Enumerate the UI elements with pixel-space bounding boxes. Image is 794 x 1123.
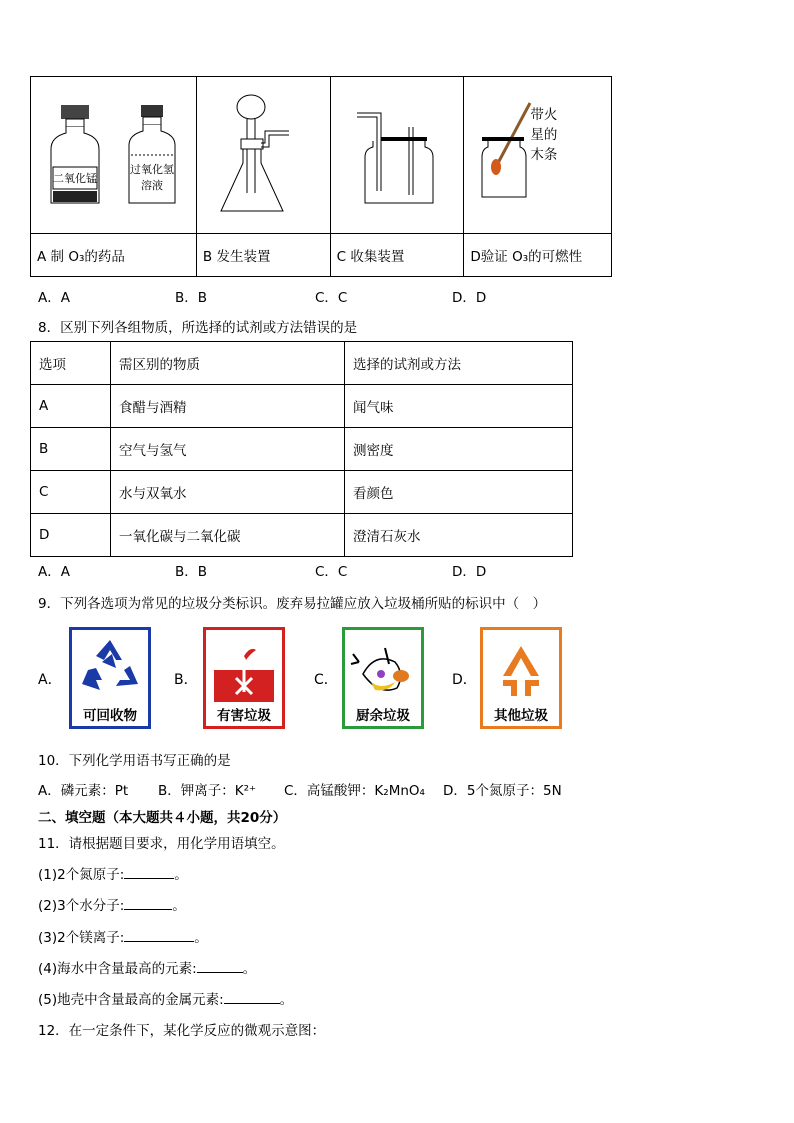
section2-heading: 二、填空题（本大题共４小题，共20分）	[38, 810, 287, 826]
q10-option-b[interactable]: B．钾离子：K²⁺	[158, 783, 257, 799]
q11-item-5-end: 。	[279, 992, 294, 1008]
splint-label: 带火 星的 木条	[530, 107, 558, 163]
table-row	[31, 514, 573, 557]
q8-row-a-method: 闻气味	[345, 385, 573, 428]
q11-item-2-text: (2)3个水分子:	[38, 898, 125, 914]
q11-item-4	[38, 957, 256, 977]
other-waste-icon	[483, 636, 559, 706]
q7-caption-c: C 收集装置	[330, 234, 464, 277]
food-waste-icon	[345, 634, 421, 706]
q7-caption-a: A 制 O₃的药品	[31, 234, 197, 277]
q11-item-5-text: (5)地壳中含量最高的金属元素:	[38, 992, 224, 1008]
q8-row-c-substances: 水与双氧水	[111, 471, 345, 514]
q8-option-a[interactable]: A．A	[38, 564, 70, 580]
q10-option-d[interactable]: D．5个氮原子：5N	[443, 783, 562, 799]
q7-cell-b-image	[196, 77, 330, 234]
answer-blank-5[interactable]	[224, 991, 280, 1004]
other-waste-sign[interactable]	[480, 627, 562, 729]
recyclable-sign[interactable]	[69, 627, 151, 729]
q8-row-b-method: 测密度	[345, 428, 573, 471]
q9-option-d-letter[interactable]: D．	[452, 672, 477, 688]
q11-stem: 11．请根据题目要求，用化学用语填空。	[38, 836, 285, 852]
q11-item-3	[38, 926, 208, 946]
q11-item-1-text: (1)2个氮原子:	[38, 867, 125, 883]
other-waste-label: 其他垃圾	[494, 708, 548, 724]
table-row	[31, 385, 573, 428]
q8-row-c-option: C	[31, 471, 111, 514]
q8-row-a-option: A	[31, 385, 111, 428]
q8-option-d[interactable]: D．D	[452, 564, 487, 580]
q9-option-c-letter[interactable]: C．	[314, 672, 338, 688]
q8-option-c[interactable]: C．C	[315, 564, 348, 580]
q8-row-d-method: 澄清石灰水	[345, 514, 573, 557]
bottle2-label-1: 过氧化氢	[130, 163, 175, 176]
q7-cell-d-image	[464, 77, 612, 234]
q8-option-b[interactable]: B．B	[175, 564, 208, 580]
answer-blank-1[interactable]	[124, 866, 174, 879]
table-row	[31, 428, 573, 471]
q11-item-3-end: 。	[194, 930, 208, 946]
q8-header-method: 选择的试剂或方法	[345, 342, 573, 385]
reagent-bottles-icon	[33, 83, 193, 223]
bottle1-label: 二氧化锰	[53, 172, 98, 185]
q8-row-c-method: 看颜色	[345, 471, 573, 514]
q11-item-5	[38, 988, 293, 1008]
q11-item-1-end: 。	[174, 867, 188, 883]
q10-option-a[interactable]: A．磷元素：Pt	[38, 783, 129, 799]
q11-item-1	[38, 863, 188, 883]
answer-blank-4[interactable]	[197, 960, 243, 973]
q11-item-3-text: (3)2个镁离子:	[38, 930, 125, 946]
q10-option-c[interactable]: C．高锰酸钾：K₂MnO₄	[284, 783, 425, 799]
q8-row-d-substances: 一氧化碳与二氧化碳	[111, 514, 345, 557]
q8-header-substances: 需区别的物质	[111, 342, 345, 385]
recycle-icon	[72, 634, 148, 704]
q11-item-4-end: 。	[242, 961, 257, 977]
q11-item-2	[38, 894, 186, 914]
q8-row-b-substances: 空气与氢气	[111, 428, 345, 471]
q9-option-b-letter[interactable]: B．	[174, 672, 198, 688]
q7-option-a[interactable]: A．A	[38, 290, 70, 306]
q7-option-c[interactable]: C．C	[315, 290, 348, 306]
q7-cell-c-image	[330, 77, 464, 234]
q8-row-a-substances: 食醋与酒精	[111, 385, 345, 428]
bottle2-label-2: 溶液	[141, 179, 164, 192]
q9-stem: 9．下列各选项为常见的垃圾分类标识。废弃易拉罐应放入垃圾桶所贴的标识中（ ）	[38, 596, 547, 612]
gas-collecting-bottle-icon	[337, 83, 457, 223]
food-waste-sign[interactable]	[342, 627, 424, 729]
q7-table	[30, 76, 612, 277]
answer-blank-2[interactable]	[124, 897, 172, 910]
q7-option-b[interactable]: B．B	[175, 290, 208, 306]
q11-item-4-text: (4)海水中含量最高的元素:	[38, 961, 197, 977]
hazardous-sign[interactable]	[203, 627, 285, 729]
q8-table	[30, 341, 573, 557]
q8-stem: 8．区别下列各组物质，所选择的试剂或方法错误的是	[38, 320, 358, 336]
q7-caption-d: D验证 O₃的可燃性	[464, 234, 612, 277]
hazard-icon	[206, 636, 282, 706]
q7-cell-a-image	[31, 77, 197, 234]
q7-caption-b: B 发生装置	[196, 234, 330, 277]
q8-header-option: 选项	[31, 342, 111, 385]
q8-row-b-option: B	[31, 428, 111, 471]
recyclable-label: 可回收物	[83, 708, 137, 724]
q12-stem: 12．在一定条件下，某化学反应的微观示意图：	[38, 1023, 326, 1039]
hazardous-label: 有害垃圾	[217, 708, 271, 724]
table-row	[31, 471, 573, 514]
q10-stem: 10．下列化学用语书写正确的是	[38, 753, 231, 769]
generator-flask-icon	[203, 83, 323, 223]
q11-item-2-end: 。	[172, 898, 186, 914]
q9-option-a-letter[interactable]: A．	[38, 672, 62, 688]
q8-row-d-option: D	[31, 514, 111, 557]
q7-option-d[interactable]: D．D	[452, 290, 487, 306]
food-waste-label: 厨余垃圾	[356, 708, 410, 724]
answer-blank-3[interactable]	[124, 929, 194, 942]
